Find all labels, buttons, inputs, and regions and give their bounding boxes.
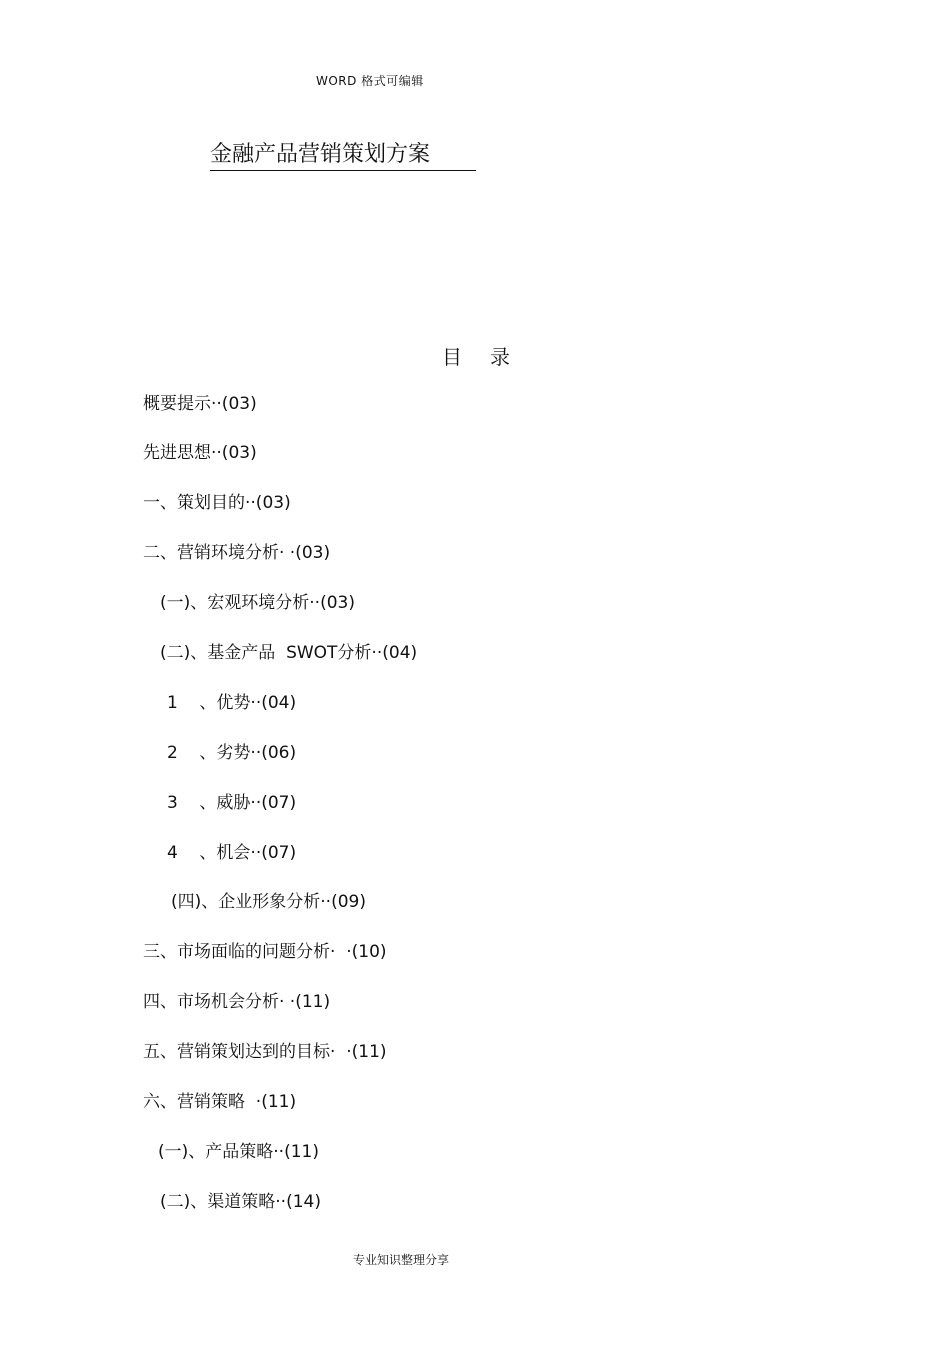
toc-item[interactable]: (二)、渠道策略··(14) (160, 1192, 321, 1212)
toc-item[interactable]: 概要提示··(03) (143, 394, 257, 414)
toc-item[interactable]: 2 、劣势··(06) (167, 743, 297, 763)
toc-item[interactable]: 四、市场机会分析· ·(11) (143, 992, 331, 1012)
toc-heading-char: 目 (442, 345, 462, 369)
toc-item[interactable]: 4 、机会··(07) (167, 843, 297, 863)
toc-item[interactable]: 1 、优势··(04) (167, 693, 297, 713)
toc-item[interactable]: 三、市场面临的问题分析· ·(10) (143, 942, 387, 962)
toc-item[interactable]: 二、营销环境分析· ·(03) (143, 543, 331, 563)
toc-item[interactable]: (一)、产品策略··(11) (158, 1142, 319, 1162)
toc-item[interactable]: 一、策划目的··(03) (143, 493, 291, 513)
document-title: 金融产品营销策划方案 (210, 140, 476, 171)
toc-item[interactable]: 五、营销策划达到的目标· ·(11) (143, 1042, 387, 1062)
toc-item[interactable]: (四)、企业形象分析··(09) (171, 892, 366, 912)
toc-heading (442, 341, 510, 370)
page-header: WORD 格式可编辑 (316, 74, 424, 88)
page-footer: 专业知识整理分享 (353, 1253, 450, 1267)
toc-item[interactable]: (一)、宏观环境分析··(03) (160, 593, 355, 613)
toc-item[interactable]: 先进思想··(03) (143, 443, 257, 463)
toc-heading-char: 录 (490, 345, 510, 369)
toc-item[interactable]: 3 、威胁··(07) (167, 793, 297, 813)
toc-item[interactable]: 六、营销策略 ·(11) (143, 1092, 297, 1112)
toc-item[interactable]: (二)、基金产品 SWOT分析··(04) (160, 643, 418, 663)
